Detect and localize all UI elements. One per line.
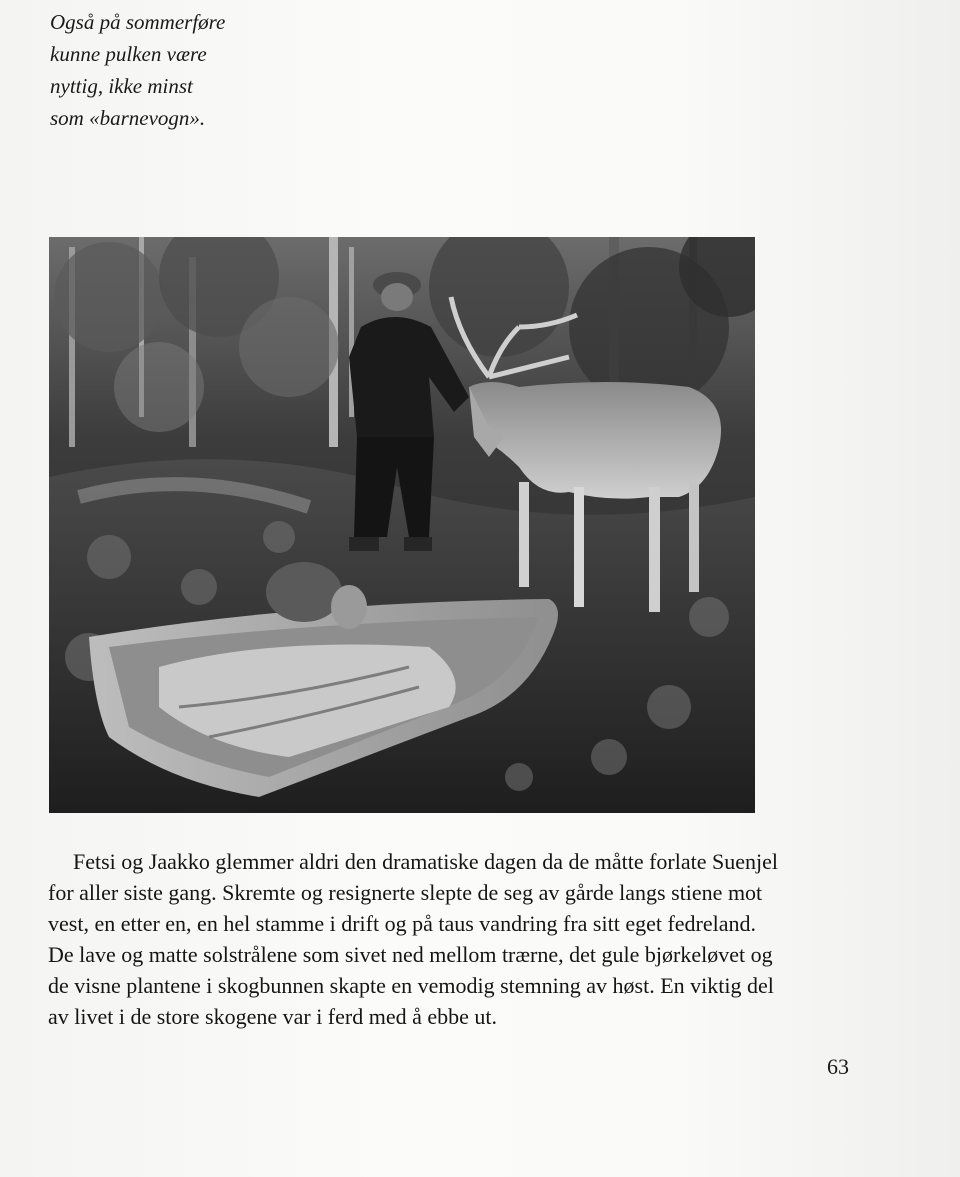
- body-paragraph: [48, 846, 948, 1032]
- caption-line: kunne pulken være: [50, 42, 207, 66]
- photograph-illustration: [49, 237, 755, 813]
- photograph: [49, 237, 755, 813]
- photo-caption: [50, 6, 310, 134]
- caption-line: som «barnevogn».: [50, 106, 206, 130]
- caption-line: nyttig, ikke minst: [50, 74, 193, 98]
- page-number: 63: [827, 1054, 849, 1079]
- body-line: de visne plantene i skogbunnen skapte en vemodig stemning av høst. En viktig del: [48, 973, 774, 998]
- body-line: vest, en etter en, en hel stamme i drift og på taus vandring fra sitt eget fedreland.: [48, 911, 757, 936]
- body-line: for aller siste gang. Skremte og resignerte slepte de seg av gårde langs stiene mot: [48, 880, 763, 905]
- body-line: av livet i de store skogene var i ferd med å ebbe ut.: [48, 1004, 498, 1029]
- body-line: Fetsi og Jaakko glemmer aldri den dramatiske dagen da de måtte forlate Suenjel: [73, 849, 778, 874]
- caption-line: Også på sommerføre: [50, 10, 226, 34]
- body-line: De lave og matte solstrålene som sivet ned mellom trærne, det gule bjørkeløvet og: [48, 942, 773, 967]
